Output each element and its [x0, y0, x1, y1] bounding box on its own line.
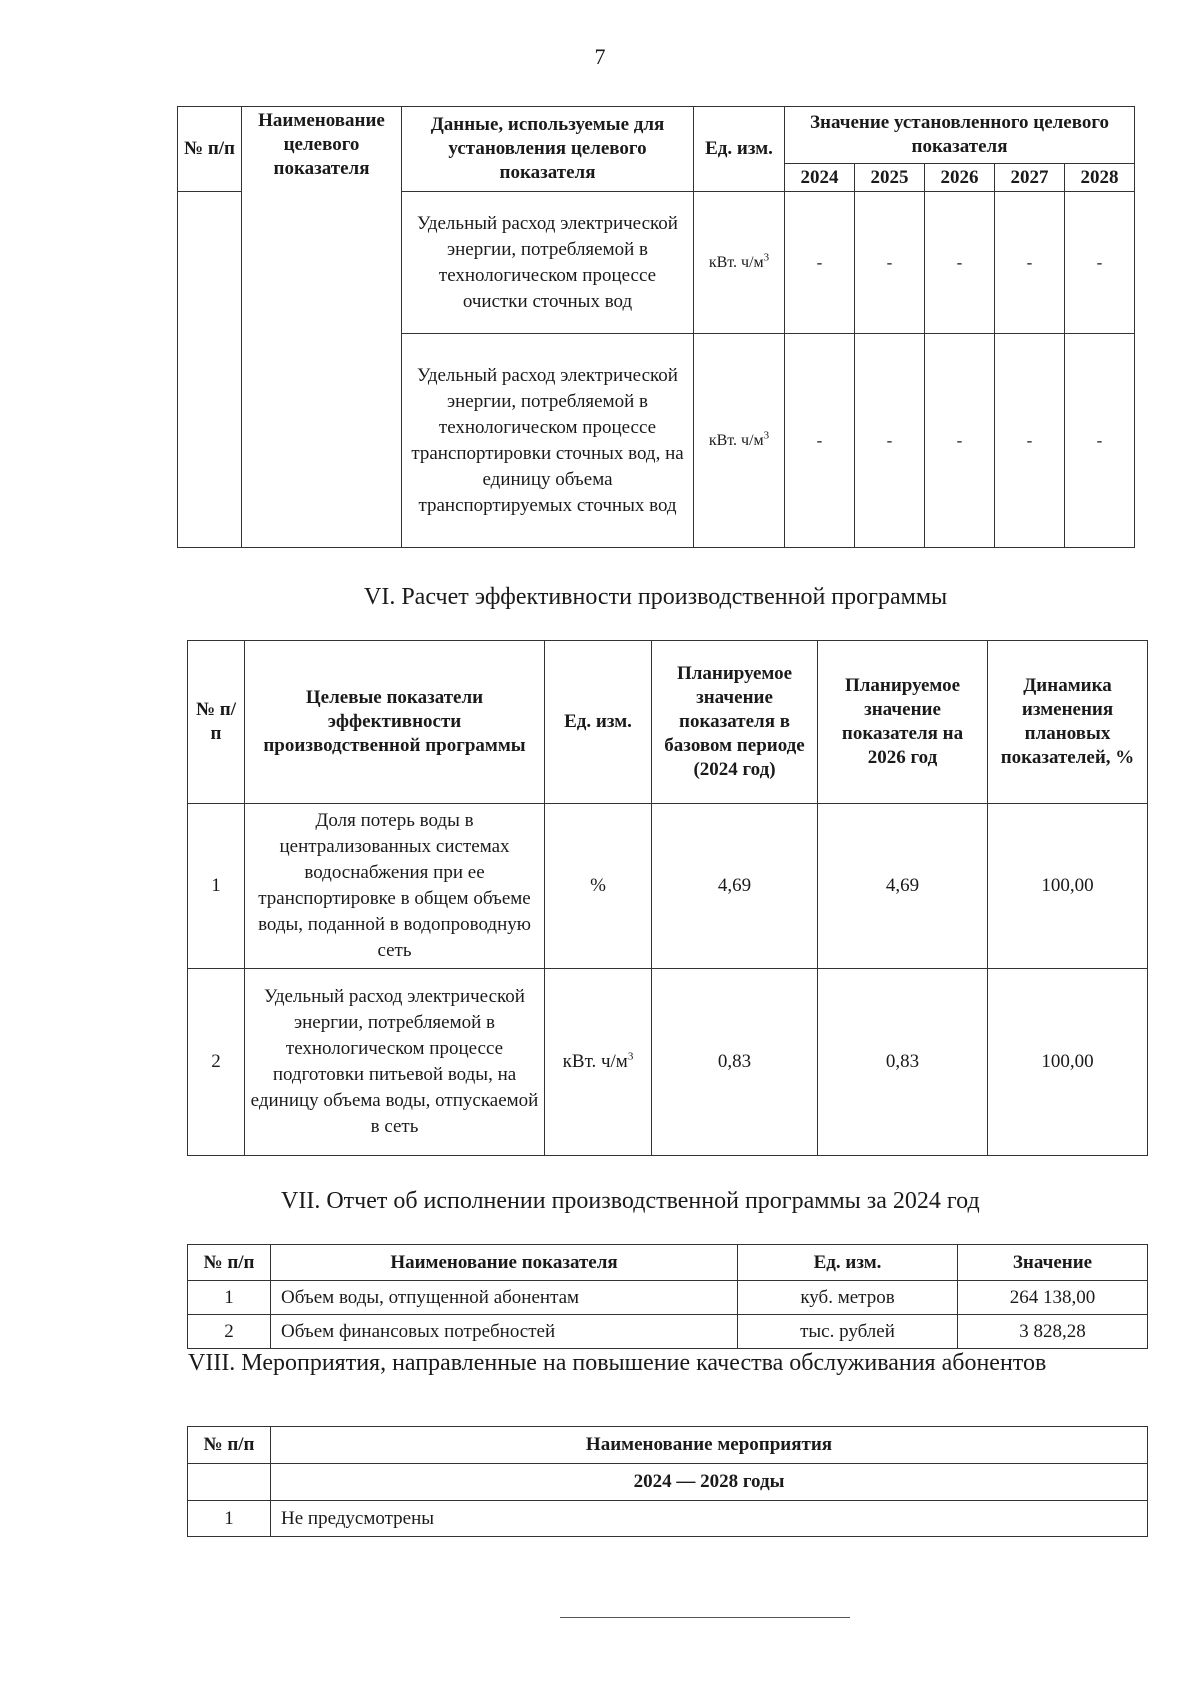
value-cell: - [855, 334, 925, 548]
value-cell: 3 828,28 [958, 1315, 1148, 1349]
value-cell: - [995, 334, 1065, 548]
unit-cell: тыс. рублей [738, 1315, 958, 1349]
table-row [188, 1501, 1148, 1537]
header-value: Значение установленного целевого показателя [785, 107, 1135, 164]
header-indicator-name: Наименование целевого показателя [242, 107, 402, 548]
value-cell: - [925, 192, 995, 334]
num-cell: 1 [188, 1281, 271, 1315]
num-cell-empty [178, 192, 242, 548]
header-year-2028: 2028 [1065, 164, 1135, 192]
header-num: № п/п [178, 107, 242, 192]
dynamics-cell: 100,00 [988, 969, 1148, 1156]
header-data: Данные, используемые для установления целевого показателя [402, 107, 694, 192]
value-cell: - [785, 192, 855, 334]
data-cell: Удельный расход электрической энергии, потребляемой в технологическом процессе очистки сточных вод [402, 192, 694, 334]
table-row [188, 1281, 1148, 1315]
header-num: № п/п [188, 641, 245, 804]
header-num: № п/п [188, 1427, 271, 1464]
section-6-title: VI. Расчет эффективности производственной программы [364, 584, 948, 610]
unit-cell: куб. метров [738, 1281, 958, 1315]
efficiency-table [187, 640, 1148, 1156]
value-cell: - [785, 334, 855, 548]
target-indicators-table [177, 106, 1135, 548]
unit-cell: % [545, 804, 652, 969]
header-dynamics: Динамика изменения плановых показателей, % [988, 641, 1148, 804]
base-value-cell: 4,69 [652, 804, 818, 969]
num-cell: 1 [188, 804, 245, 969]
header-num: № п/п [188, 1245, 271, 1281]
measures-table [187, 1426, 1148, 1537]
period-empty-cell [188, 1464, 271, 1501]
page-number: 7 [594, 44, 606, 69]
header-year-2027: 2027 [995, 164, 1065, 192]
header-unit: Ед. изм. [738, 1245, 958, 1281]
header-year-2024: 2024 [785, 164, 855, 192]
value-cell: - [925, 334, 995, 548]
value-cell: - [995, 192, 1065, 334]
num-cell: 2 [188, 1315, 271, 1349]
dynamics-cell: 100,00 [988, 804, 1148, 969]
section-7-title: VII. Отчет об исполнении производственной программы за 2024 год [281, 1188, 980, 1214]
num-cell: 2 [188, 969, 245, 1156]
indicator-cell: Удельный расход электрической энергии, потребляемой в технологическом процессе подготовки питьевой воды, на единицу объема воды, отпускаемой в сеть [245, 969, 545, 1156]
unit-cell: кВт. $ч/м^3$ [694, 192, 785, 334]
header-indicator-name: Наименование показателя [271, 1245, 738, 1281]
execution-report-table [187, 1244, 1148, 1349]
value-cell: - [855, 192, 925, 334]
section-8-title: VIII. Мероприятия, направленные на повышение качества обслуживания абонентов [188, 1350, 1047, 1376]
header-unit: Ед. изм. [694, 107, 785, 192]
value-cell: - [1065, 334, 1135, 548]
indicator-cell: Объем воды, отпущенной абонентам [271, 1281, 738, 1315]
period-label: 2024 — 2028 годы [271, 1464, 1148, 1501]
base-value-cell: 0,83 [652, 969, 818, 1156]
value-cell: 264 138,00 [958, 1281, 1148, 1315]
header-indicator-name: Целевые показатели эффективности производственной программы [245, 641, 545, 804]
data-cell: Удельный расход электрической энергии, потребляемой в технологическом процессе транспортировки сточных вод, на единицу объема транспортируемых сточных вод [402, 334, 694, 548]
header-year-2025: 2025 [855, 164, 925, 192]
plan-value-cell: 4,69 [818, 804, 988, 969]
indicator-cell: Объем финансовых потребностей [271, 1315, 738, 1349]
value-cell: - [1065, 192, 1135, 334]
plan-value-cell: 0,83 [818, 969, 988, 1156]
indicator-cell: Доля потерь воды в централизованных системах водоснабжения при ее транспортировке в общем объеме воды, поданной в водопроводную сеть [245, 804, 545, 969]
header-measure-name: Наименование мероприятия [271, 1427, 1148, 1464]
unit-cell: кВт. $ч/м^3$ [545, 969, 652, 1156]
table-row [188, 969, 1148, 1156]
header-base-value: Планируемое значение показателя в базовом периоде (2024 год) [652, 641, 818, 804]
header-value: Значение [958, 1245, 1148, 1281]
table-row [188, 1315, 1148, 1349]
table-row [188, 804, 1148, 969]
header-plan-value: Планируемое значение показателя на 2026 год [818, 641, 988, 804]
header-unit: Ед. изм. [545, 641, 652, 804]
num-cell: 1 [188, 1501, 271, 1537]
measure-cell: Не предусмотрены [271, 1501, 1148, 1537]
bottom-divider [560, 1617, 850, 1618]
header-year-2026: 2026 [925, 164, 995, 192]
unit-cell: кВт. $ч/м^3$ [694, 334, 785, 548]
